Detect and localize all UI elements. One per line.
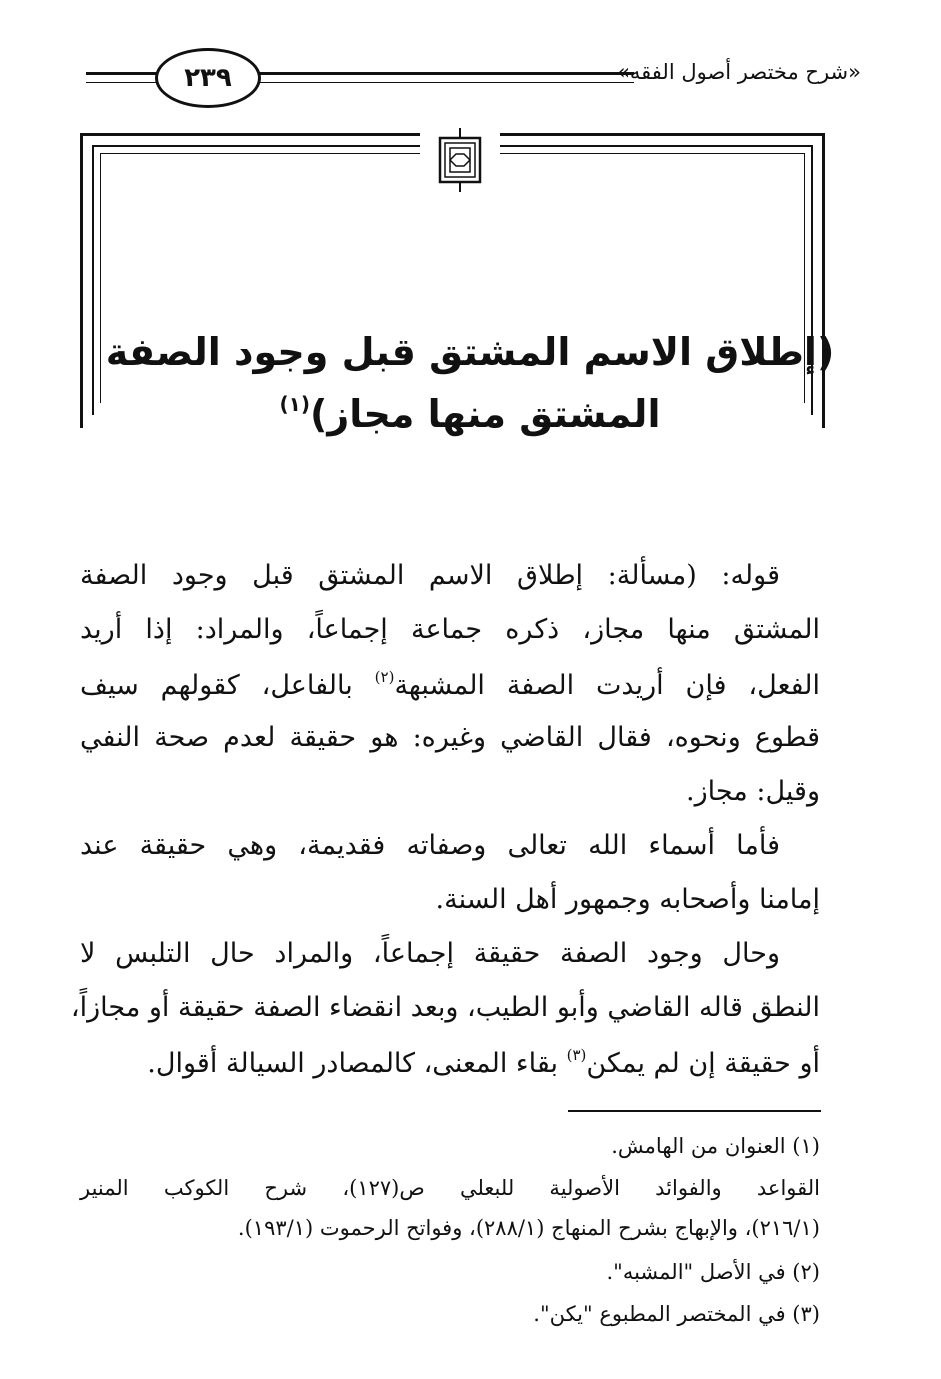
frame-top-left-inner bbox=[92, 145, 420, 147]
paragraph-1-line-3b: بالفاعل، كقولهم سيف bbox=[80, 670, 375, 701]
chapter-title-line-1: (إطلاق الاسم المشتق قبل وجود الصفة bbox=[105, 330, 835, 374]
paragraph-2-line-1: فأما أسماء الله تعالى وصفاته فقديمة، وهي حقيقة عند bbox=[80, 830, 780, 861]
paragraph-1-line-3a: الفعل، فإن أريدت الصفة المشبهة bbox=[394, 670, 820, 701]
frame-top-left-inner2 bbox=[100, 153, 420, 154]
frame-top-right-inner bbox=[500, 145, 813, 147]
header-rule-left-thin bbox=[86, 82, 156, 83]
chapter-title-line-2 bbox=[100, 392, 840, 436]
running-title: «شرح مختصر أصول الفقه» bbox=[617, 60, 861, 84]
footnote-separator bbox=[568, 1110, 821, 1112]
paragraph-3-line-1: وحال وجود الصفة حقيقة إجماعاً، والمراد حال التلبس لا bbox=[80, 938, 780, 969]
page-number-text: ٢٣٩ bbox=[184, 63, 232, 93]
frame-left-inner bbox=[92, 145, 94, 415]
header-rule-left bbox=[86, 72, 156, 75]
paragraph-1-line-5: وقيل: مجاز. bbox=[686, 776, 820, 807]
paragraph-1-line-4: قطوع ونحوه، فقال القاضي وغيره: هو حقيقة لعدم صحة النفي bbox=[80, 722, 820, 753]
page-number bbox=[155, 48, 261, 108]
footnote-1: (١) العنوان من الهامش. bbox=[611, 1134, 820, 1158]
footnote-2: (٢) في الأصل "المشبه". bbox=[606, 1260, 820, 1284]
paragraph-1-line-1: قوله: (مسألة: إطلاق الاسم المشتق قبل وجود الصفة bbox=[80, 560, 780, 591]
frame-top-left-outer bbox=[80, 133, 420, 136]
footnote-marker-2: (٢) bbox=[374, 668, 395, 686]
footnote-3: (٣) في المختصر المطبوع "يكن". bbox=[533, 1302, 820, 1326]
paragraph-3-line-2: النطق قاله القاضي وأبو الطيب، وبعد انقضاء الصفة حقيقة أو مجازاً، bbox=[70, 992, 820, 1023]
footnote-1-refs-line-1: القواعد والفوائد الأصولية للبعلي ص(١٢٧)، شرح الكوكب المنير bbox=[80, 1176, 820, 1200]
frame-right-inner bbox=[811, 145, 813, 415]
paragraph-3-line-3 bbox=[80, 1048, 820, 1077]
paragraph-1-line-3 bbox=[80, 670, 820, 699]
paragraph-2-line-2: إمامنا وأصحابه وجمهور أهل السنة. bbox=[435, 884, 820, 915]
frame-top-right-inner2 bbox=[500, 153, 805, 154]
paragraph-1-line-2: المشتق منها مجاز، ذكره جماعة إجماعاً، والمراد: إذا أريد bbox=[80, 614, 820, 645]
frame-top-right-outer bbox=[500, 133, 825, 136]
chapter-title-line-2-text: المشتق منها مجاز) bbox=[310, 392, 661, 436]
header-rule-right bbox=[254, 72, 634, 75]
chapter-title-footnote-marker: (١) bbox=[279, 392, 310, 416]
footnote-1-refs-line-2: (٢١٦/١)، والإبهاج بشرح المنهاج (٢٨٨/١)، وفواتح الرحموت (١٩٣/١). bbox=[237, 1216, 820, 1240]
square-ornament-icon bbox=[436, 128, 484, 192]
footnote-marker-3: (٣) bbox=[566, 1046, 587, 1064]
header-rule-right-thin bbox=[254, 82, 634, 83]
frame-right-outer bbox=[822, 133, 825, 428]
frame-left-outer bbox=[80, 133, 83, 428]
paragraph-3-line-3b: بقاء المعنى، كالمصادر السيالة أقوال. bbox=[147, 1048, 567, 1079]
paragraph-3-line-3a: أو حقيقة إن لم يمكن bbox=[586, 1048, 820, 1079]
